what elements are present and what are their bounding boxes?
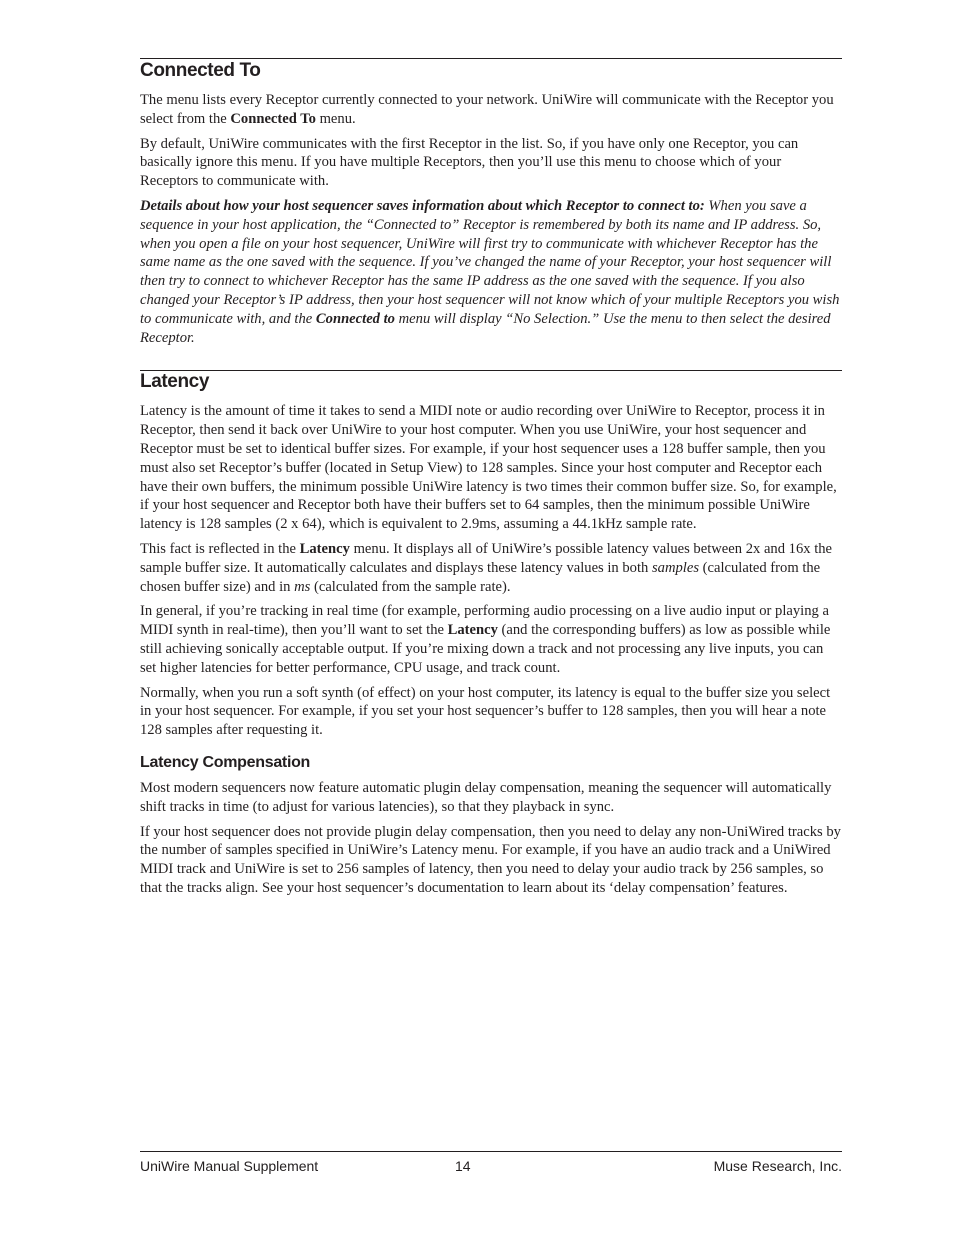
paragraph: If your host sequencer does not provide plugin delay compensation, then you need to delay any non-UniWired tracks by the number of samples specified in UniWire’s Latency menu. For example, if you have an audio track and a UniWired MIDI track and UniWire is set to 256 samples of latency, then you need to delay your audio track by 256 samples, so that the tracks align. See your host sequencer’s documentation to learn about its ‘delay compensation’ features.: [140, 823, 841, 896]
footer-doc-title: UniWire Manual Supplement: [140, 1158, 319, 1174]
paragraph: In general, if you’re tracking in real time (for example, performing audio processing on a live audio input or playing a MIDI synth in real-time), then you’ll want to set the Latency (and the corresponding buffers) as low as possible while still achieving sonically acceptable output. If you’re mixing down a track and not processing any live inputs, you can set higher latencies for better performance, CPU usage, and track count.: [140, 603, 831, 676]
menu-name-bold: Connected to: [315, 310, 395, 327]
section-latency: [140, 370, 842, 740]
details-note: Details about how your host sequencer saves information about which Receptor to connect to: When you save a sequence in your host application, the “Connected to” Receptor is remembered by both its name and IP address. So, when you open a file on your host sequencer, UniWire will first try to communicate with whichever Receptor has the same name as the one saved with the sequence. If you’ve changed the name of your Receptor, your host sequencer will then try to connect to whichever Receptor has the same IP address as the one saved with the sequence. If you also changed your Receptor’s IP address, then your host sequencer will not know which of your multiple Receptors you wish to communicate with, and the Connected to menu will display “No Selection.” Use the menu to then select the desired Receptor.: [140, 197, 840, 346]
term-italic: ms: [294, 578, 311, 595]
heading-connected-to: Connected To: [140, 60, 261, 81]
paragraph: The menu lists every Receptor currently connected to your network. UniWire will communicate with the Receptor you select from the Connected To menu.: [140, 92, 834, 127]
menu-name-bold: Latency: [299, 540, 350, 557]
paragraph: Most modern sequencers now feature automatic plugin delay compensation, meaning the sequencer will automatically shift tracks in time (to adjust for various latencies), so that they playback in sync.: [140, 779, 832, 815]
footer-divider: [140, 1151, 842, 1152]
menu-name-bold: Latency: [447, 622, 498, 639]
menu-name-bold: Connected To: [230, 110, 316, 127]
page-content: [140, 58, 842, 898]
term-italic: samples: [651, 559, 699, 576]
paragraph: Latency is the amount of time it takes to send a MIDI note or audio recording over UniWire to Receptor, process it in Receptor, then send it back over UniWire to your host computer. When you use UniWire, your host sequencer and Receptor must be set to identical buffer sizes. For example, if your host sequencer uses a 128 buffer sample, then you must also set Receptor’s buffer (located in Setup View) to 128 samples. Since your host computer and Receptor each have their own buffers, the minimum possible UniWire latency is two times their common buffer size. So, for example, if your host sequencer and Receptor both have their buffers set to 64 samples, then the minimum possible UniWire latency is 128 samples (2 x 64), which is equivalent to 2.9ms, assuming a 44.1kHz sample rate.: [140, 403, 837, 533]
page-footer: [140, 1157, 842, 1175]
section-divider: [140, 58, 842, 59]
footer-company: Muse Research, Inc.: [713, 1158, 842, 1174]
details-lead: Details about how your host sequencer saves information about which Receptor to connect to:: [140, 197, 705, 214]
heading-latency: Latency: [140, 371, 210, 393]
paragraph: This fact is reflected in the Latency menu. It displays all of UniWire’s possible latency values between 2x and 16x the sample buffer size. It automatically calculates and displays these latency values in both samples (calculated from the chosen buffer size) and in ms (calculated from the sample rate).: [140, 540, 833, 595]
section-latency-compensation: [140, 753, 842, 898]
heading-latency-compensation: Latency Compensation: [140, 753, 311, 771]
footer-page-number: 14: [455, 1158, 471, 1174]
paragraph: By default, UniWire communicates with the first Receptor in the list. So, if you have only one Receptor, you can basically ignore this menu. If you have multiple Receptors, then you’ll use this menu to choose which of your Receptors to communicate with.: [140, 135, 799, 190]
section-connected-to: [140, 58, 842, 347]
paragraph: Normally, when you run a soft synth (of effect) on your host computer, its latency is equal to the buffer size you select in your host sequencer. For example, if you set your host sequencer’s buffer to 128 samples, then you will hear a note 128 samples after requesting it.: [140, 684, 831, 739]
